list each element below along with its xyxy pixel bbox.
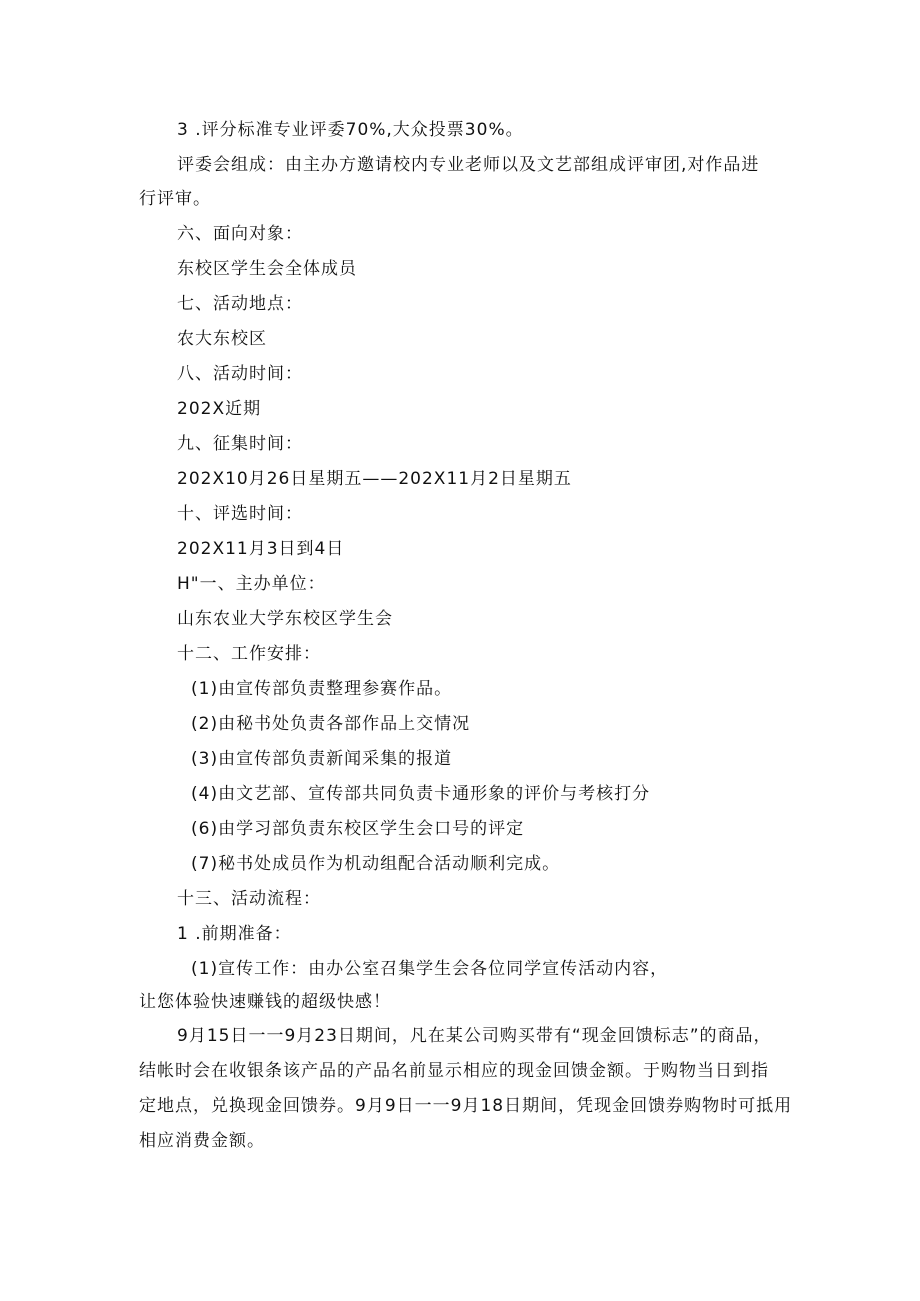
list-item: (2)由秘书处负责各部作品上交情况 xyxy=(191,714,471,734)
list-item: (1)由宣传部负责整理参赛作品。 xyxy=(191,679,453,699)
section-heading: 九、征集时间： xyxy=(177,434,303,454)
section-heading: H"一、主办单位： xyxy=(177,574,326,594)
section-heading: 十、评选时间： xyxy=(177,504,303,524)
list-item: (1)宣传工作：由办公室召集学生会各位同学宣传活动内容， xyxy=(191,959,669,979)
text-line: 让您体验快速赚钱的超级快感！ xyxy=(139,992,391,1012)
text-line: 相应消费金额。 xyxy=(139,1131,265,1151)
text-line: 202X10月26日星期五——202X11月2日星期五 xyxy=(177,469,572,489)
section-heading: 七、活动地点： xyxy=(177,294,303,314)
text-line: 定地点，兑换现金回馈券。9月9日一一9月18日期间，凭现金回馈券购物时可抵用 xyxy=(139,1096,793,1116)
section-heading: 六、面向对象： xyxy=(177,224,303,244)
list-item: (4)由文艺部、宣传部共同负责卡通形象的评价与考核打分 xyxy=(191,784,651,804)
text-line: 东校区学生会全体成员 xyxy=(177,259,357,279)
text-line: 行评审。 xyxy=(139,189,211,209)
list-item: (3)由宣传部负责新闻采集的报道 xyxy=(191,749,453,769)
text-line: 9月15日一一9月23日期间，凡在某公司购买带有“现金回馈标志”的商品， xyxy=(177,1026,772,1046)
text-line: 202X近期 xyxy=(177,399,262,419)
section-heading: 十三、活动流程： xyxy=(177,889,321,909)
text-line: 1 .前期准备： xyxy=(177,924,292,944)
list-item: (7)秘书处成员作为机动组配合活动顺利完成。 xyxy=(191,854,561,874)
text-line: 山东农业大学东校区学生会 xyxy=(177,609,393,629)
list-item: (6)由学习部负责东校区学生会口号的评定 xyxy=(191,819,525,839)
section-heading: 八、活动时间： xyxy=(177,364,303,384)
text-line: 评委会组成：由主办方邀请校内专业老师以及文艺部组成评审团,对作品进 xyxy=(177,155,760,175)
text-line: 结帐时会在收银条该产品的产品名前显示相应的现金回馈金额。于购物当日到指 xyxy=(139,1061,769,1081)
text-line: 202X11月3日到4日 xyxy=(177,539,345,559)
text-line: 3 .评分标准专业评委70%,大众投票30%。 xyxy=(177,120,524,140)
section-heading: 十二、工作安排： xyxy=(177,644,321,664)
text-line: 农大东校区 xyxy=(177,329,267,349)
